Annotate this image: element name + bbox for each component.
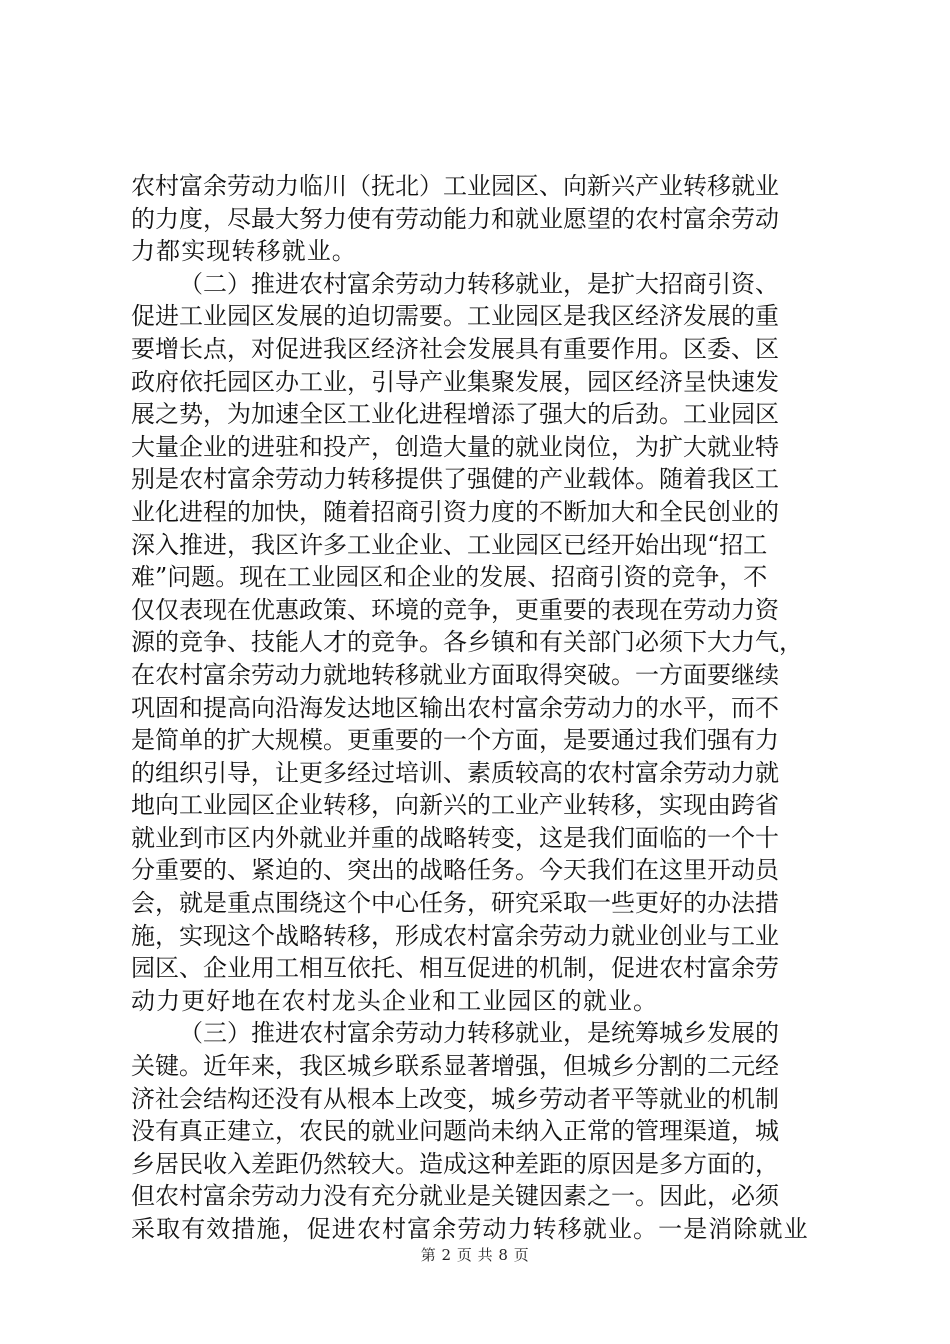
- text-line: 动力更好地在农村龙头企业和工业园区的就业。: [131, 986, 659, 1015]
- text-line: 源的竞争、技能人才的竞争。各乡镇和有关部门必须下大力气，: [131, 628, 803, 657]
- text-line: 地向工业园区企业转移，向新兴的工业产业转移，实现由跨省: [131, 791, 779, 820]
- text-line: 济社会结构还没有从根本上改变，城乡劳动者平等就业的机制: [131, 1084, 779, 1113]
- text-line: 分重要的、紧迫的、突出的战略任务。今天我们在这里开动员: [131, 856, 779, 885]
- text-line: 就业到市区内外就业并重的战略转变，这是我们面临的一个十: [131, 823, 779, 852]
- text-line: 施，实现这个战略转移，形成农村富余劳动力就业创业与工业: [131, 921, 779, 950]
- text-line: 的力度，尽最大努力使有劳动能力和就业愿望的农村富余劳动: [131, 204, 779, 233]
- text-line: 深入推进，我区许多工业企业、工业园区已经开始出现“招工: [131, 530, 768, 559]
- text-line: 巩固和提高向沿海发达地区输出农村富余劳动力的水平，而不: [131, 693, 779, 722]
- text-line: 农村富余劳动力临川（抚北）工业园区、向新兴产业转移就业: [131, 172, 779, 200]
- text-line: 是简单的扩大规模。更重要的一个方面，是要通过我们强有力: [131, 726, 779, 755]
- text-line: 会，就是重点围绕这个中心任务，研究采取一些更好的办法措: [131, 889, 779, 918]
- text-line: 采取有效措施，促进农村富余劳动力转移就业。一是消除就业: [131, 1215, 809, 1243]
- body-text: [131, 170, 831, 1246]
- text-line: 园区、企业用工相互依托、相互促进的机制，促进农村富余劳: [131, 954, 779, 983]
- text-line: 别是农村富余劳动力转移提供了强健的产业载体。随着我区工: [131, 465, 779, 494]
- text-line: 业化进程的加快，随着招商引资力度的不断加大和全民创业的: [131, 497, 779, 526]
- text-line: 力都实现转移就业。: [131, 237, 357, 266]
- text-line: （三）推进农村富余劳动力转移就业，是统筹城乡发展的: [179, 1019, 779, 1048]
- text-line: 但农村富余劳动力没有充分就业是关键因素之一。因此，必须: [131, 1182, 779, 1211]
- text-line: 在农村富余劳动力就地转移就业方面取得突破。一方面要继续: [131, 660, 779, 689]
- text-line: 展之势，为加速全区工业化进程增添了强大的后劲。工业园区: [131, 400, 779, 429]
- text-line: 政府依托园区办工业，引导产业集聚发展，园区经济呈快速发: [131, 367, 779, 396]
- text-line: 促进工业园区发展的迫切需要。工业园区是我区经济发展的重: [131, 302, 779, 331]
- text-line: 乡居民收入差距仍然较大。造成这种差距的原因是多方面的，: [131, 1149, 779, 1178]
- text-line: 大量企业的进驻和投产，创造大量的就业岗位，为扩大就业特: [131, 432, 779, 461]
- text-line: 没有真正建立，农民的就业问题尚未纳入正常的管理渠道，城: [131, 1117, 779, 1146]
- text-line: 要增长点，对促进我区经济社会发展具有重要作用。区委、区: [131, 334, 779, 363]
- text-line: 仅仅表现在优惠政策、环境的竞争，更重要的表现在劳动力资: [131, 595, 779, 624]
- text-line: 的组织引导，让更多经过培训、素质较高的农村富余劳动力就: [131, 758, 779, 787]
- page-footer: 第 2 页 共 8 页: [420, 1246, 530, 1264]
- text-line: （二）推进农村富余劳动力转移就业，是扩大招商引资、: [179, 269, 779, 298]
- text-line: 关键。近年来，我区城乡联系显著增强，但城乡分割的二元经: [131, 1052, 779, 1081]
- text-line: 难”问题。现在工业园区和企业的发展、招商引资的竞争，不: [131, 563, 768, 592]
